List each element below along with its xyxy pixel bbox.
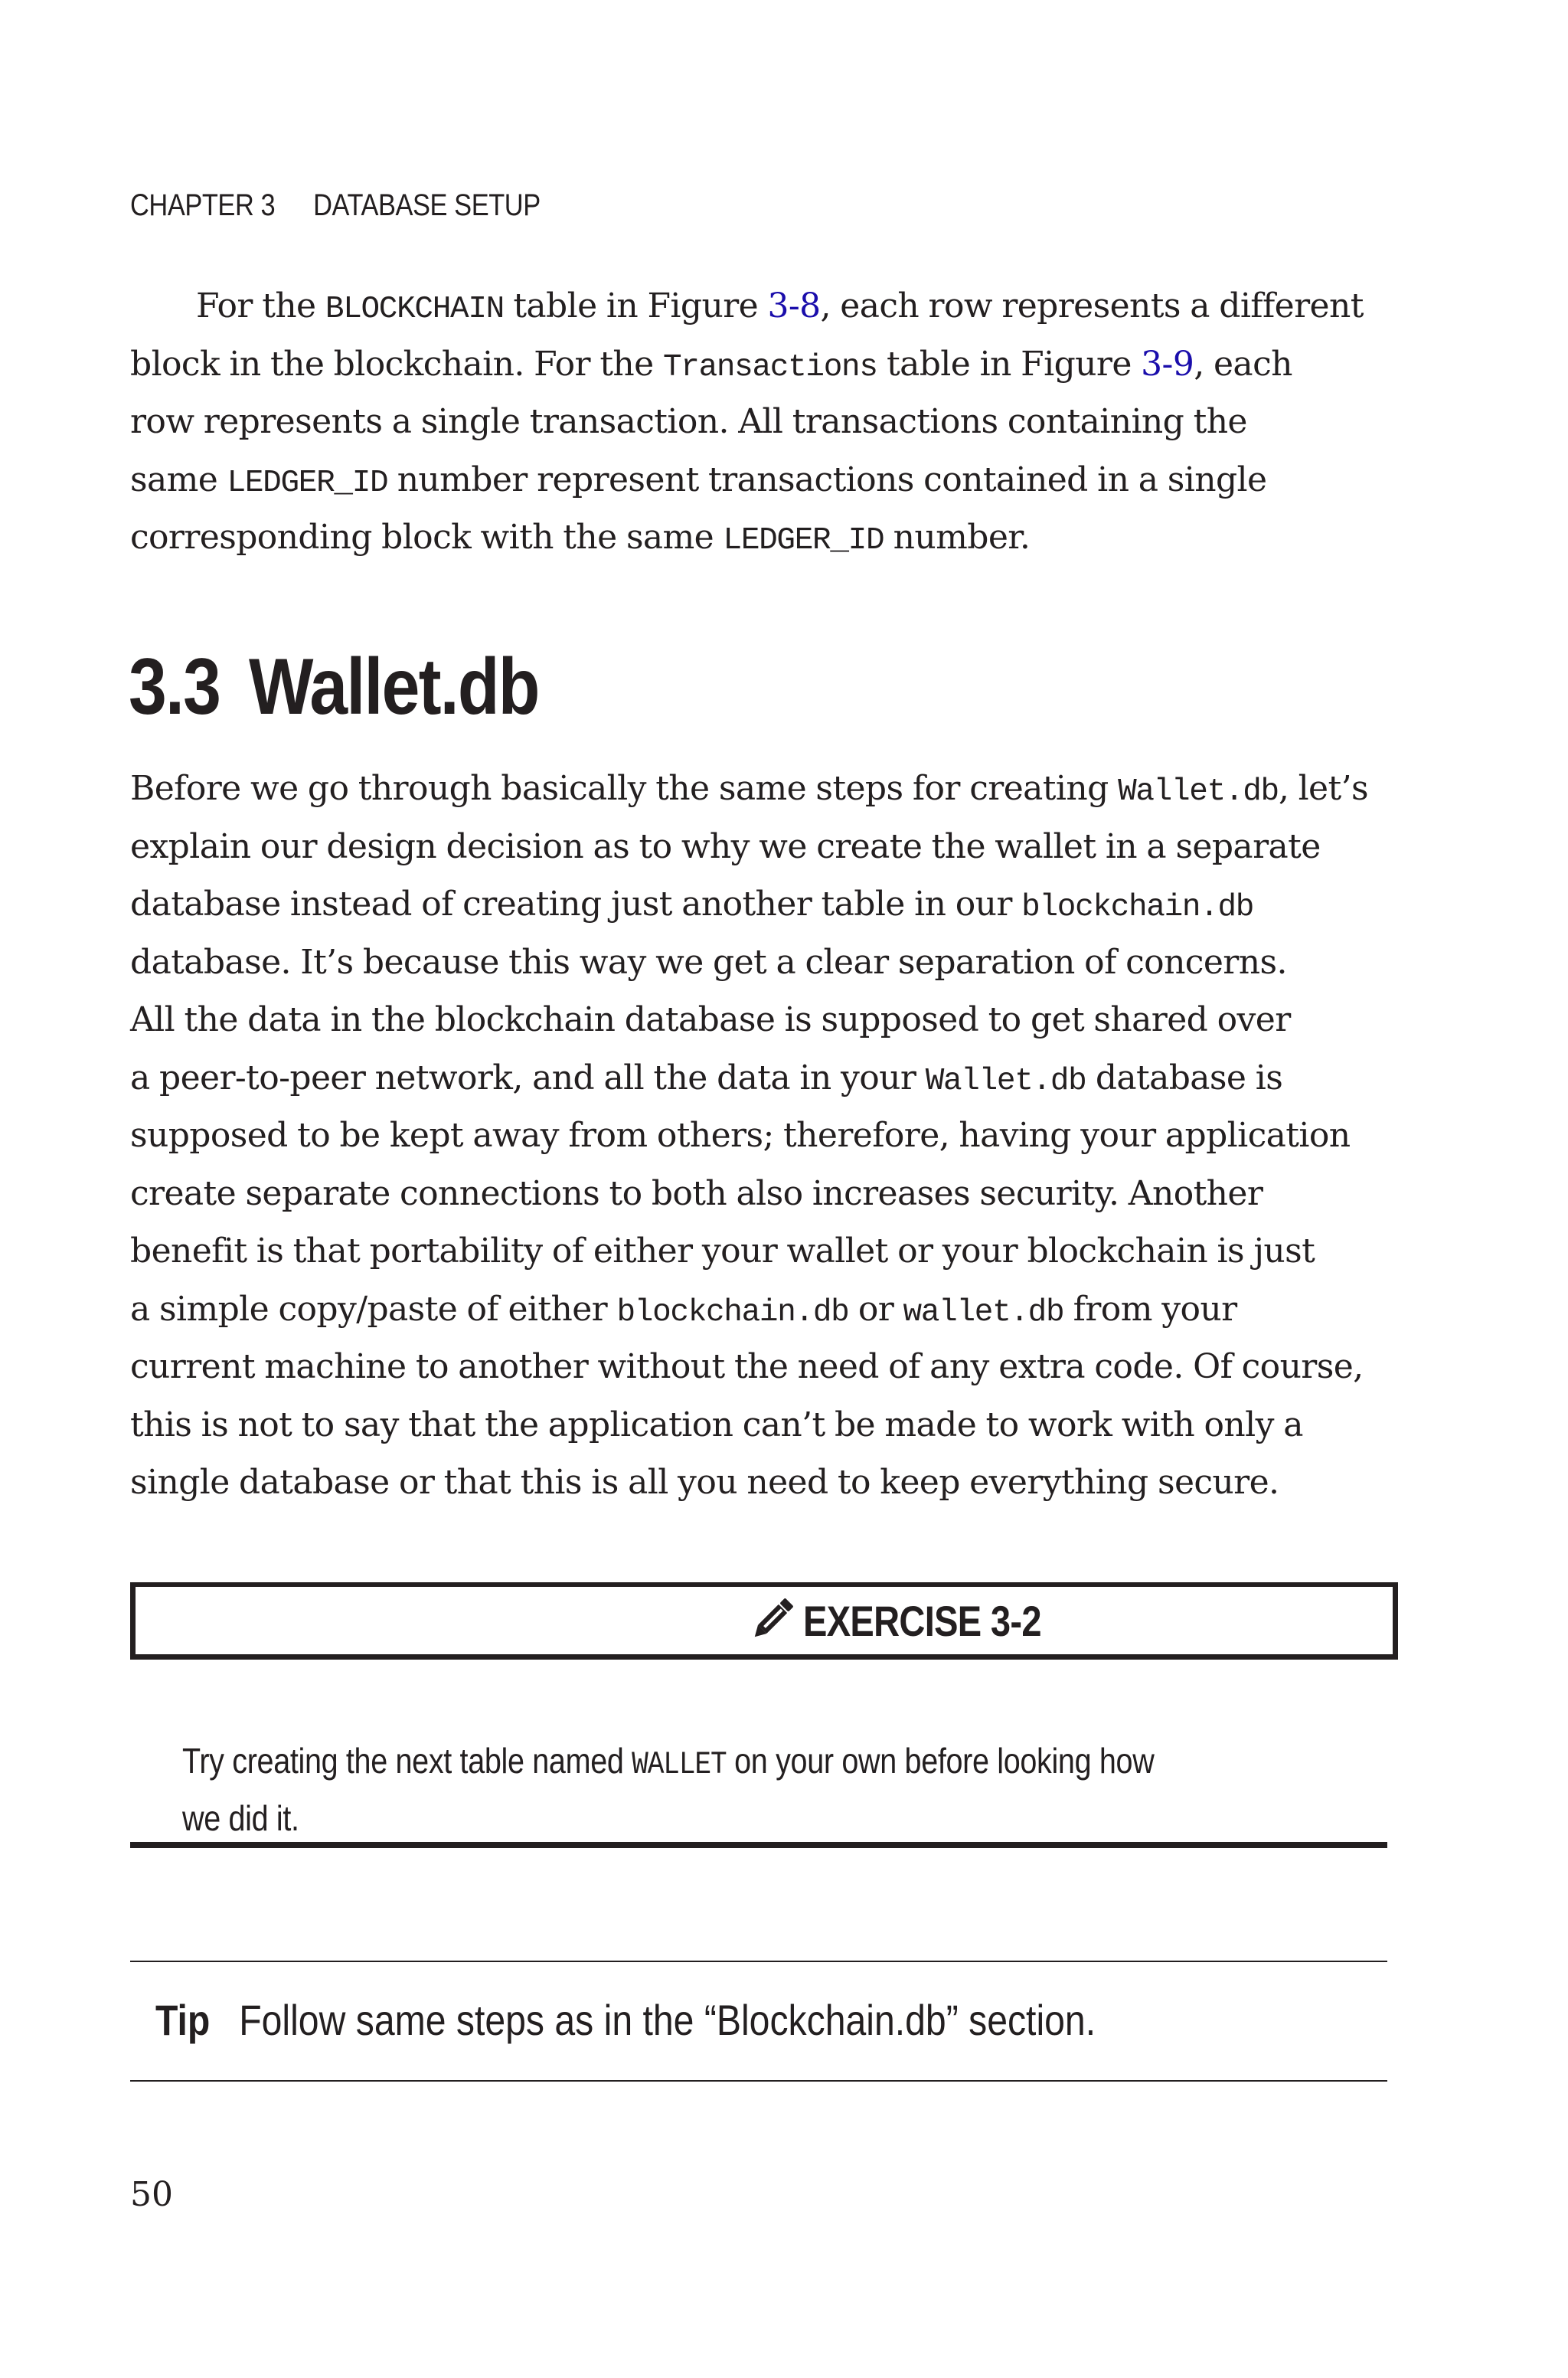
code-wallet-db-lower: wallet.db <box>903 1294 1064 1330</box>
paragraph-wallet-db: Before we go through basically the same steps for creating Wallet.db, let’s explain our design decision as to why we create the wallet in a separate database instead of creating just another table in our blockchain.db database. It’s because this way we get a clear separation of concerns. All the data in the blockchain database is supposed to get shared over a peer-to-peer network, and all the data in your Wallet.db database is supposed to be kept away from others; therefore, having your application create separate connections to both also increases security. Another benefit is that portability of either your wallet or your blockchain is just a simple copy/paste of either blockchain.db or wallet.db from your current machine to another without the need of any extra code. Of course, this is not to say that the application can’t be made to work with only a single database or that this is all you need to keep everything secure. <box>130 769 1368 1502</box>
pencil-icon <box>742 1591 800 1650</box>
running-header <box>130 188 541 223</box>
exercise-body: Try creating the next table named WALLET on your own before looking how we did it. <box>182 1741 1155 1838</box>
code-ledger-id: LEDGER_ID <box>723 523 884 558</box>
code-wallet-db: Wallet.db <box>925 1063 1086 1099</box>
code-blockchain-table: BLOCKCHAIN <box>325 292 504 327</box>
exercise-title-group <box>742 1585 1086 1656</box>
code-wallet-db: Wallet.db <box>1118 774 1279 810</box>
header-title: DATABASE SETUP <box>313 188 541 222</box>
section-title: Wallet.db <box>249 643 539 731</box>
header-chapter: CHAPTER 3 <box>130 188 276 222</box>
tip-bottom-rule <box>130 2080 1387 2082</box>
exercise-bottom-rule <box>130 1842 1387 1848</box>
code-blockchain-db: blockchain.db <box>616 1294 849 1330</box>
exercise-header-box <box>130 1582 1398 1660</box>
exercise-title: EXERCISE 3-2 <box>803 1596 1041 1645</box>
section-heading <box>129 645 539 729</box>
code-transactions-table: Transactions <box>662 349 877 385</box>
tip-top-rule <box>130 1961 1387 1962</box>
tip-text: Follow same steps as in the “Blockchain.db” section. <box>239 1996 1096 2044</box>
tip-note <box>155 1991 1096 2049</box>
tip-label: Tip <box>155 1996 211 2044</box>
code-wallet-table: WALLET <box>632 1746 727 1783</box>
figure-link-3-8[interactable]: 3-8 <box>767 286 821 325</box>
code-ledger-id: LEDGER_ID <box>227 465 388 501</box>
figure-link-3-9[interactable]: 3-9 <box>1141 344 1194 384</box>
section-number: 3.3 <box>129 643 220 731</box>
paragraph-blockchain-tables: For the BLOCKCHAIN table in Figure 3-8, each row represents a different block in the blockchain. For the Transactions table in Figure 3-9, each row represents a single transaction. All transactions containing the same LEDGER_ID number represent transactions contained in a single corresponding block with the same LEDGER_ID number. <box>130 286 1364 558</box>
page-number: 50 <box>130 2175 173 2214</box>
code-blockchain-db: blockchain.db <box>1021 890 1254 925</box>
